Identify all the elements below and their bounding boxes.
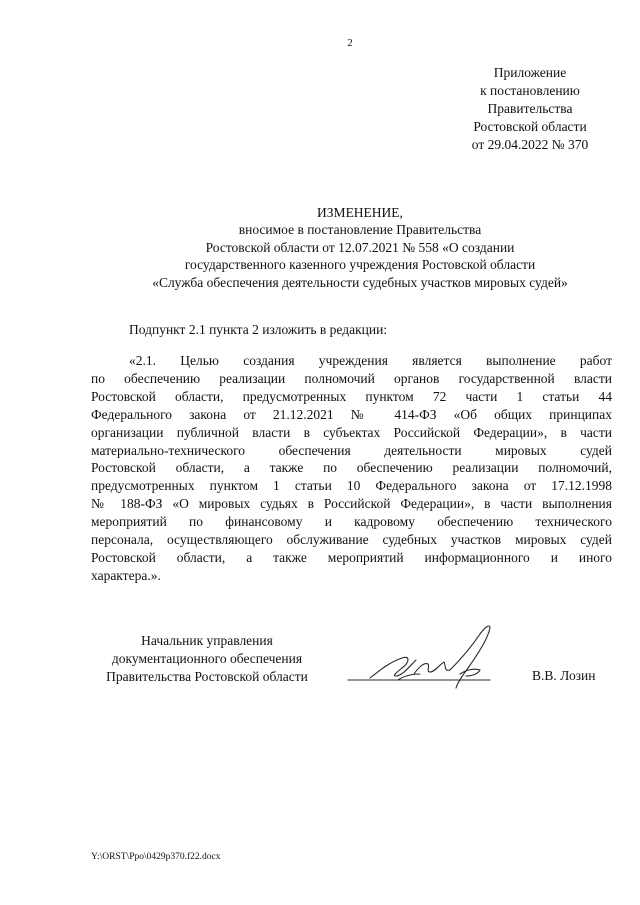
signatory-line: Правительства Ростовской области [106, 669, 308, 684]
signatory-line: документационного обеспечения [111, 651, 303, 666]
signatory-line: Начальник управления [141, 633, 273, 648]
body-line: характера.». [91, 567, 161, 583]
appendix-block [430, 64, 630, 154]
body-line: Федерального закона от 21.12.2021 № 414-ФЗ «Об общих принципах [91, 406, 612, 422]
body-line: мероприятий по финансовому и кадровому обеспечению технического [91, 514, 612, 530]
body-line: «2.1. Целью создания учреждения является выполнение работ [129, 353, 612, 368]
body-line: по обеспечению реализации полномочий органов государственной власти [91, 370, 612, 386]
title-line: вносимое в постановление Правительства [238, 222, 482, 238]
file-path-footer: Y:\ORST\Ppo\0429p370.f22.docx [91, 852, 221, 862]
document-title [80, 204, 640, 291]
body-line: организации публичной власти в субъектах Российской Федерации», в части [91, 424, 612, 440]
body-line: № 188-ФЗ «О мировых судьях в Российской Федерации», в части выполнения [91, 496, 612, 512]
title-line: Ростовской области от 12.07.2021 № 558 «О создании [205, 239, 515, 255]
appendix-line: Правительства [487, 101, 573, 116]
page-number: 2 [347, 37, 353, 49]
body-line: Ростовской области, а также по обеспечению реализации полномочий, [91, 460, 612, 476]
handwritten-signature [340, 618, 520, 696]
title-line: государственного казенного учреждения Ростовской области [184, 257, 536, 273]
signer-name: В.В. Лозин [532, 668, 596, 683]
appendix-line: Приложение [493, 65, 567, 80]
instruction-paragraph: Подпункт 2.1 пункта 2 изложить в редакции: [129, 322, 388, 337]
signatory-title [86, 632, 328, 686]
title-heading: ИЗМЕНЕНИЕ, [317, 205, 403, 220]
appendix-line: Ростовской области [473, 119, 587, 134]
body-line: предусмотренных пунктом 1 статьи 10 Федерального закона от 17.12.1998 [91, 478, 612, 494]
title-line: «Служба обеспечения деятельности судебных участков мировых судей» [152, 274, 568, 290]
body-line: персонала, осуществляющего обслуживание судебных участков мировых судей [91, 532, 612, 548]
body-paragraph [91, 352, 612, 585]
appendix-line: к постановлению [480, 83, 580, 98]
body-line: Ростовской области, предусмотренных пунктом 72 части 1 статьи 44 [91, 388, 612, 404]
appendix-line: от 29.04.2022 № 370 [471, 137, 589, 152]
body-line: Ростовской области, а также мероприятий информационного и иного [91, 549, 612, 565]
body-line: материально-технического обеспечения деятельности мировых судей [91, 442, 612, 458]
